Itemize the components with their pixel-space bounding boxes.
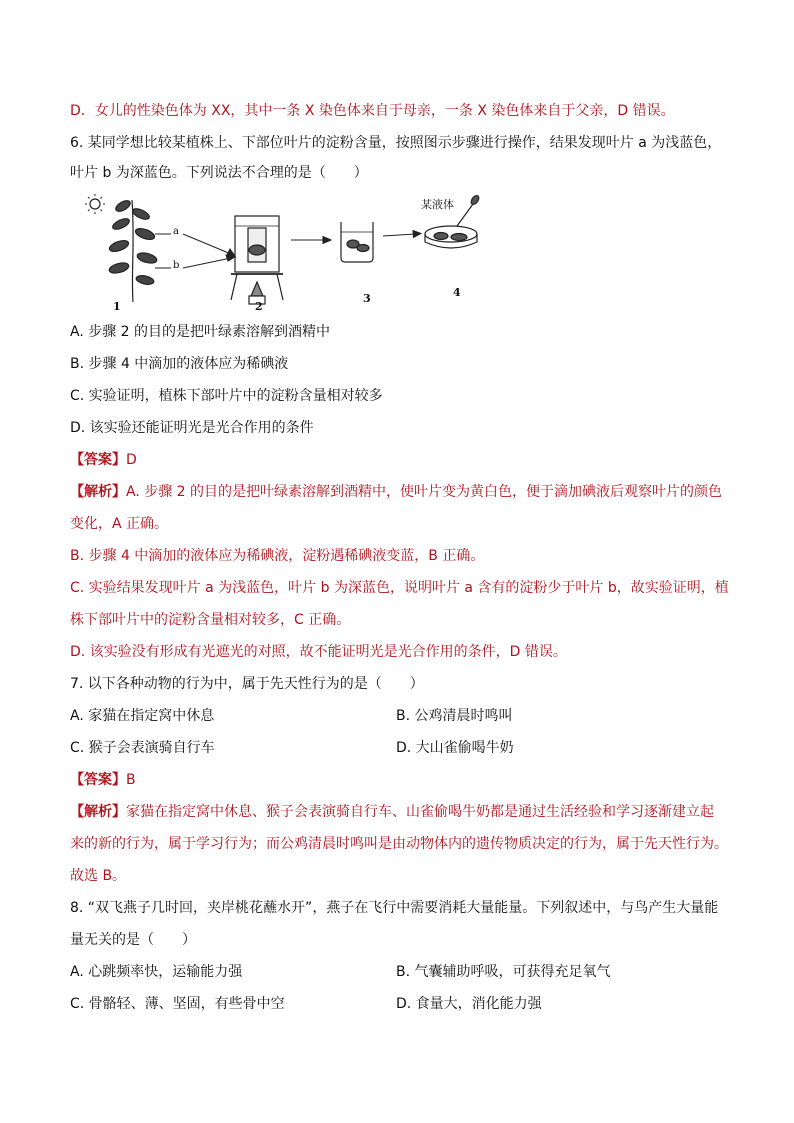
rinse-beaker	[341, 222, 373, 262]
q6-explanation-line3: B. 步骤 4 中滴加的液体应为稀碘液，淀粉遇稀碘液变蓝，B 正确。	[70, 548, 485, 564]
step-4-label: 4	[453, 286, 461, 299]
q6-stem-line2: 叶片 b 为深蓝色。下列说法不合理的是（ ）	[70, 165, 368, 181]
arrow-step3-to-4	[383, 231, 421, 238]
q6-explanation-line4: C. 实验结果发现叶片 a 为浅蓝色，叶片 b 为深蓝色，说明叶片 a 含有的淀粉少于叶片 b，故实验证明，植	[70, 580, 729, 596]
answer-value: D	[126, 452, 137, 468]
arrow-step2-to-3	[291, 237, 331, 244]
q6-stem-line1: 6. 某同学想比较某植株上、下部位叶片的淀粉含量，按照图示步骤进行操作，结果发现叶片 a 为浅蓝色，	[70, 135, 722, 151]
q7-options-row1	[70, 706, 720, 726]
q8-stem-line2: 量无关的是（ ）	[70, 932, 196, 948]
petri-dish	[425, 226, 477, 248]
answer-tag: 【答案】	[70, 772, 126, 788]
q7-explanation-line3: 故选 B。	[70, 868, 127, 884]
q7-option-a: A. 家猫在指定窝中休息	[70, 708, 215, 724]
q6-explanation-line6: D. 该实验没有形成有光遮光的对照，故不能证明光是光合作用的条件，D 错误。	[70, 644, 567, 660]
dropper-icon	[457, 194, 480, 226]
answer-tag: 【答案】	[70, 452, 126, 468]
q8-option-a: A. 心跳频率快，运输能力强	[70, 964, 243, 980]
q7-option-d: D. 大山雀偷喝牛奶	[396, 740, 514, 756]
step-1-label: 1	[113, 300, 121, 313]
q8-option-d: D. 食量大，消化能力强	[396, 996, 542, 1012]
step-2-label: 2	[255, 300, 263, 313]
explanation-tag: 【解析】	[70, 484, 126, 500]
q7-explanation-line2: 来的新的行为，属于学习行为；而公鸡清晨时鸣叫是由动物体内的遗传物质决定的行为，属于先天性行为。	[70, 836, 728, 852]
q8-option-c: C. 骨骼轻、薄、坚固，有些骨中空	[70, 996, 285, 1012]
q7-stem: 7. 以下各种动物的行为中，属于先天性行为的是（ ）	[70, 676, 424, 692]
q6-explanation-line2: 变化，A 正确。	[70, 516, 169, 532]
q7-options-row2	[70, 738, 720, 758]
leaf-label-a: a	[173, 226, 179, 237]
explanation-tag: 【解析】	[70, 804, 126, 820]
q7-explanation-line1	[70, 802, 714, 822]
sun-icon	[85, 194, 105, 214]
q6-option-c: C. 实验证明，植株下部叶片中的淀粉含量相对较多	[70, 388, 383, 404]
q6-explanation-line1	[70, 482, 722, 502]
q7-answer	[70, 770, 136, 790]
liquid-label: 某液体	[421, 198, 454, 211]
q8-options-row1	[70, 962, 720, 982]
step-3-label: 3	[363, 292, 371, 305]
q6-explanation-line5: 株下部叶片中的淀粉含量相对较多，C 正确。	[70, 612, 351, 628]
explanation-text: A. 步骤 2 的目的是把叶绿素溶解到酒精中，使叶片变为黄白色，便于滴加碘液后观察叶片的颜色	[126, 484, 723, 500]
leaf-label-b: b	[173, 260, 180, 271]
q6-option-b: B. 步骤 4 中滴加的液体应为稀碘液	[70, 356, 289, 372]
q6-option-d: D. 该实验还能证明光是光合作用的条件	[70, 420, 314, 436]
q6-answer	[70, 450, 137, 470]
q7-option-b: B. 公鸡清晨时鸣叫	[396, 708, 513, 724]
q6-option-a: A. 步骤 2 的目的是把叶绿素溶解到酒精中	[70, 324, 331, 340]
prev-option-d: D．女儿的性染色体为 XX，其中一条 X 染色体来自于母亲，一条 X 染色体来自于父亲，D 错误。	[70, 103, 675, 119]
explanation-text: 家猫在指定窝中休息、猴子会表演骑自行车、山雀偷喝牛奶都是通过生活经验和学习逐渐建立起	[126, 804, 714, 820]
q8-stem-line1: 8. “双飞燕子几时回，夹岸桃花蘸水开”，燕子在飞行中需要消耗大量能量。下列叙述中，与鸟产生大量能	[70, 900, 719, 916]
water-bath-apparatus	[231, 216, 283, 304]
answer-value: B	[126, 772, 136, 788]
q7-option-c: C. 猴子会表演骑自行车	[70, 740, 215, 756]
arrows-to-heating	[183, 234, 235, 268]
experiment-figure	[85, 192, 485, 317]
q8-option-b: B. 气囊辅助呼吸，可获得充足氧气	[396, 964, 611, 980]
plant-drawing	[108, 199, 158, 302]
q8-options-row2	[70, 994, 720, 1014]
